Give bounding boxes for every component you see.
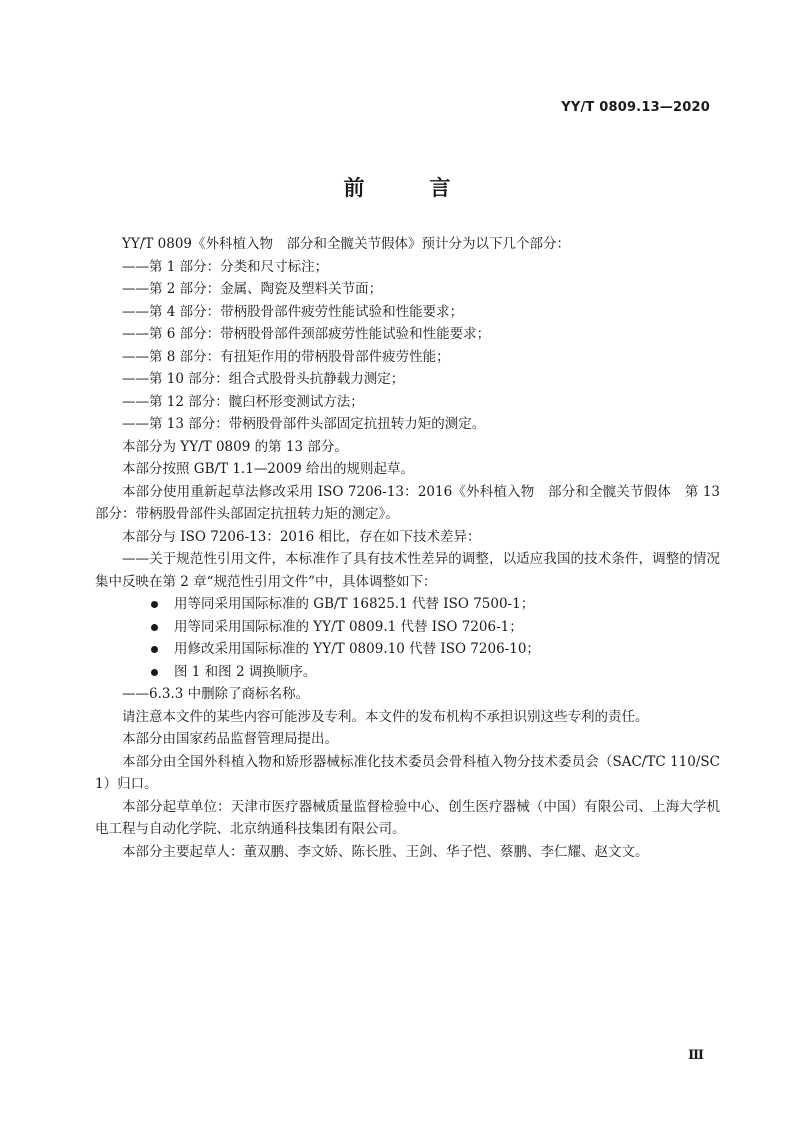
difference-item: ——关于规范性引用文件，本标准作了具有技术性差异的调整，以适应我国的技术条件，调整的情况集中反映在第 2 章“规范性引用文件”中，具体调整如下： <box>95 551 720 590</box>
part-list-item: ——第 2 部分：金属、陶瓷及塑料关节面； <box>122 281 383 297</box>
bullet-dot-icon <box>151 646 158 653</box>
bullet-dot-icon <box>151 601 158 608</box>
paragraph: 本部分为 YY/T 0809 的第 13 部分。 <box>122 438 348 455</box>
drafting-units: 本部分起草单位：天津市医疗器械质量监督检验中心、创生医疗器械（中国）有限公司、上海大学机电工程与自动化学院、北京纳通科技集团有限公司。 <box>95 798 720 837</box>
paragraph: 本部分按照 GB/T 1.1—2009 给出的规则起草。 <box>122 461 414 477</box>
bullet-text: 用修改采用国际标准的 YY/T 0809.10 代替 ISO 7206-10； <box>174 641 540 657</box>
difference-item: ——6.3.3 中删除了商标名称。 <box>122 686 310 702</box>
bullet-dot-icon <box>151 624 158 631</box>
part-list-item: ——第 1 部分：分类和尺寸标注； <box>122 258 329 275</box>
bullet-dot-icon <box>151 669 158 676</box>
part-list-item: ——第 8 部分：有扭矩作用的带柄股骨部件疲劳性能； <box>122 348 450 365</box>
intro-paragraph: YY/T 0809《外科植入物 部分和全髋关节假体》预计分为以下几个部分： <box>122 236 571 252</box>
paragraph: 本部分使用重新起草法修改采用 ISO 7206-13：2016《外科植入物 部分和全髋关节假体 第 13 部分：带柄股骨部件头部固定抗扭转力矩的测定》。 <box>95 483 720 522</box>
part-list-item: ——第 4 部分：带柄股骨部件疲劳性能试验和性能要求； <box>122 303 464 320</box>
page-title: 前 言 <box>343 176 473 200</box>
committee-statement: 本部分由全国外科植入物和矫形器械标准化技术委员会骨科植入物分技术委员会（SAC/TC 110/SC 1）归口。 <box>95 753 720 792</box>
part-list-item: ——第 13 部分：带柄股骨部件头部固定抗扭转力矩的测定。 <box>122 416 486 432</box>
standard-code: YY/T 0809.13—2020 <box>561 100 710 115</box>
bullet-text: 用等同采用国际标准的 GB/T 16825.1 代替 ISO 7500-1； <box>174 596 535 612</box>
paragraph: 本部分与 ISO 7206-13：2016 相比，存在如下技术差异： <box>122 528 481 545</box>
bullet-item <box>95 661 720 684</box>
foreword-body <box>95 233 720 863</box>
bullet-item <box>95 593 720 616</box>
patent-notice: 请注意本文件的某些内容可能涉及专利。本文件的发布机构不承担识别这些专利的责任。 <box>122 708 649 725</box>
part-list-item: ——第 6 部分：带柄股骨部件颈部疲劳性能试验和性能要求； <box>122 326 491 342</box>
bullet-text: 用等同采用国际标准的 YY/T 0809.1 代替 ISO 7206-1； <box>174 618 523 635</box>
bullet-item <box>95 616 720 639</box>
page-number: Ⅲ <box>688 1048 704 1063</box>
bullet-item <box>95 638 720 661</box>
proposer-statement: 本部分由国家药品监督管理局提出。 <box>122 731 338 747</box>
bullet-text: 图 1 和图 2 调换顺序。 <box>174 663 317 680</box>
part-list-item: ——第 10 部分：组合式股骨头抗静载力测定； <box>122 371 405 387</box>
part-list-item: ——第 12 部分：髋臼杯形变测试方法； <box>122 393 364 410</box>
drafters: 本部分主要起草人：董双鹏、李文娇、陈长胜、王剑、华子恺、蔡鹏、李仁耀、赵文文。 <box>122 843 649 860</box>
